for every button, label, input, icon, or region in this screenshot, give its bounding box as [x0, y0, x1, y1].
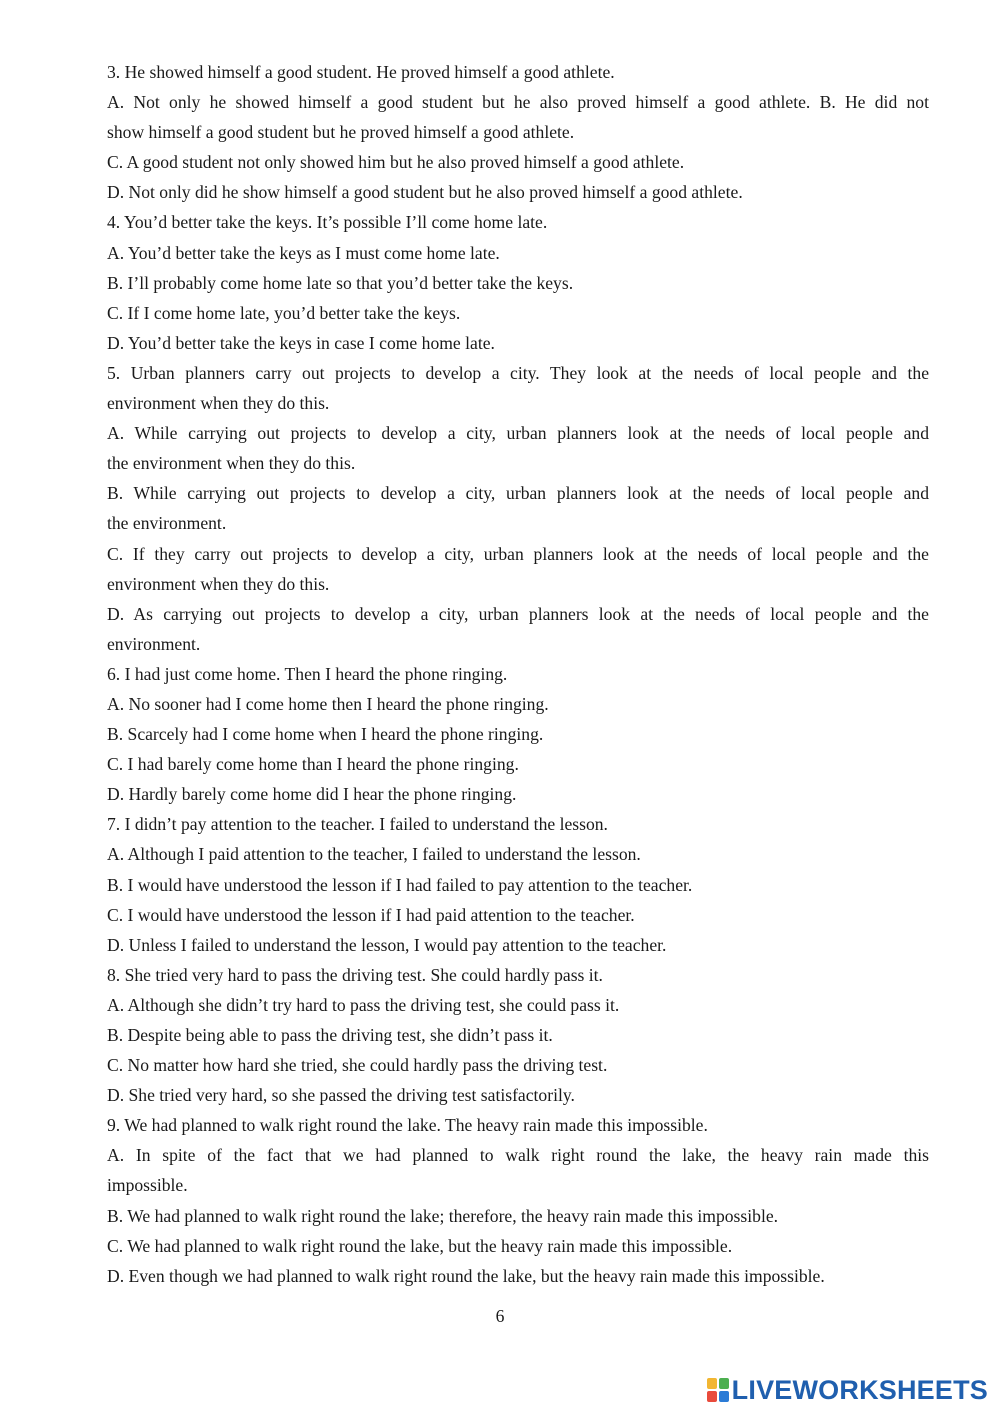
logo-tile-3 — [707, 1391, 717, 1402]
text-line: 8. She tried very hard to pass the driving test. She could hardly pass it. — [107, 964, 603, 985]
text-line: environment when they do this. — [107, 393, 330, 414]
text-line: D. You’d better take the keys in case I come home late. — [107, 332, 495, 353]
text-line: B. Scarcely had I come home when I heard the phone ringing. — [107, 724, 544, 745]
text-line: C. If they carry out projects to develop a city, urban planners look at the needs of local people and the — [107, 543, 929, 564]
text-line: C. We had planned to walk right round the lake, but the heavy rain made this impossible. — [107, 1235, 733, 1256]
liveworksheets-logo-icon — [707, 1378, 729, 1402]
text-line: C. A good student not only showed him but he also proved himself a good athlete. — [107, 152, 685, 173]
text-line: A. Not only he showed himself a good student but he also proved himself a good athlete. B. He did not — [107, 92, 929, 113]
text-line: impossible. — [107, 1175, 188, 1196]
text-line: A. No sooner had I come home then I heard the phone ringing. — [107, 693, 549, 714]
text-line: A. While carrying out projects to develop a city, urban planners look at the needs of local people and — [107, 423, 929, 444]
text-line: 3. He showed himself a good student. He proved himself a good athlete. — [107, 62, 615, 82]
text-line: show himself a good student but he proved himself a good athlete. — [107, 122, 575, 143]
text-line: A. Although I paid attention to the teacher, I failed to understand the lesson. — [107, 844, 641, 865]
text-line: C. I would have understood the lesson if I had paid attention to the teacher. — [107, 904, 635, 925]
brand-name: LIVEWORKSHEETS — [731, 1374, 988, 1405]
text-line: B. While carrying out projects to develop a city, urban planners look at the needs of local people and — [107, 483, 929, 504]
text-line: B. I would have understood the lesson if I had failed to pay attention to the teacher. — [107, 874, 693, 895]
text-line: A. Although she didn’t try hard to pass the driving test, she could pass it. — [107, 994, 620, 1015]
text-line: 4. You’d better take the keys. It’s possible I’ll come home late. — [107, 212, 548, 233]
text-line: D. Unless I failed to understand the lesson, I would pay attention to the teacher. — [107, 934, 667, 955]
text-line: B. We had planned to walk right round the lake; therefore, the heavy rain made this impossible. — [107, 1205, 779, 1226]
text-line: D. As carrying out projects to develop a city, urban planners look at the needs of local people and the — [107, 603, 929, 624]
text-line: B. Despite being able to pass the driving test, she didn’t pass it. — [107, 1025, 553, 1045]
text-line: D. She tried very hard, so she passed the driving test satisfactorily. — [107, 1085, 575, 1106]
text-line: C. If I come home late, you’d better take the keys. — [107, 302, 461, 323]
text-line: environment when they do this. — [107, 573, 330, 594]
logo-tile-1 — [707, 1378, 717, 1389]
text-line: B. I’ll probably come home late so that you’d better take the keys. — [107, 272, 574, 293]
text-line: A. You’d better take the keys as I must come home late. — [107, 242, 500, 263]
brand-logo — [707, 1374, 988, 1406]
text-line: C. I had barely come home than I heard the phone ringing. — [107, 754, 519, 775]
text-line: A. In spite of the fact that we had planned to walk right round the lake, the heavy rain made this — [107, 1145, 929, 1166]
document-body — [107, 57, 929, 1291]
text-line: the environment when they do this. — [107, 453, 356, 474]
text-line: D. Not only did he show himself a good student but he also proved himself a good athlete. — [107, 182, 743, 203]
text-line: D. Even though we had planned to walk right round the lake, but the heavy rain made this impossible. — [107, 1265, 825, 1286]
text-line: 7. I didn’t pay attention to the teacher. I failed to understand the lesson. — [107, 814, 608, 835]
text-line: C. No matter how hard she tried, she could hardly pass the driving test. — [107, 1055, 608, 1076]
text-line: environment. — [107, 633, 201, 654]
text-line: 5. Urban planners carry out projects to develop a city. They look at the needs of local people and the — [107, 362, 929, 383]
text-line: D. Hardly barely come home did I hear the phone ringing. — [107, 784, 517, 805]
text-line: the environment. — [107, 513, 227, 534]
text-line: 6. I had just come home. Then I heard the phone ringing. — [107, 663, 508, 684]
logo-tile-4 — [719, 1391, 729, 1402]
logo-tile-2 — [719, 1378, 729, 1389]
text-line: 9. We had planned to walk right round the lake. The heavy rain made this impossible. — [107, 1115, 708, 1136]
page-number: 6 — [495, 1306, 505, 1326]
